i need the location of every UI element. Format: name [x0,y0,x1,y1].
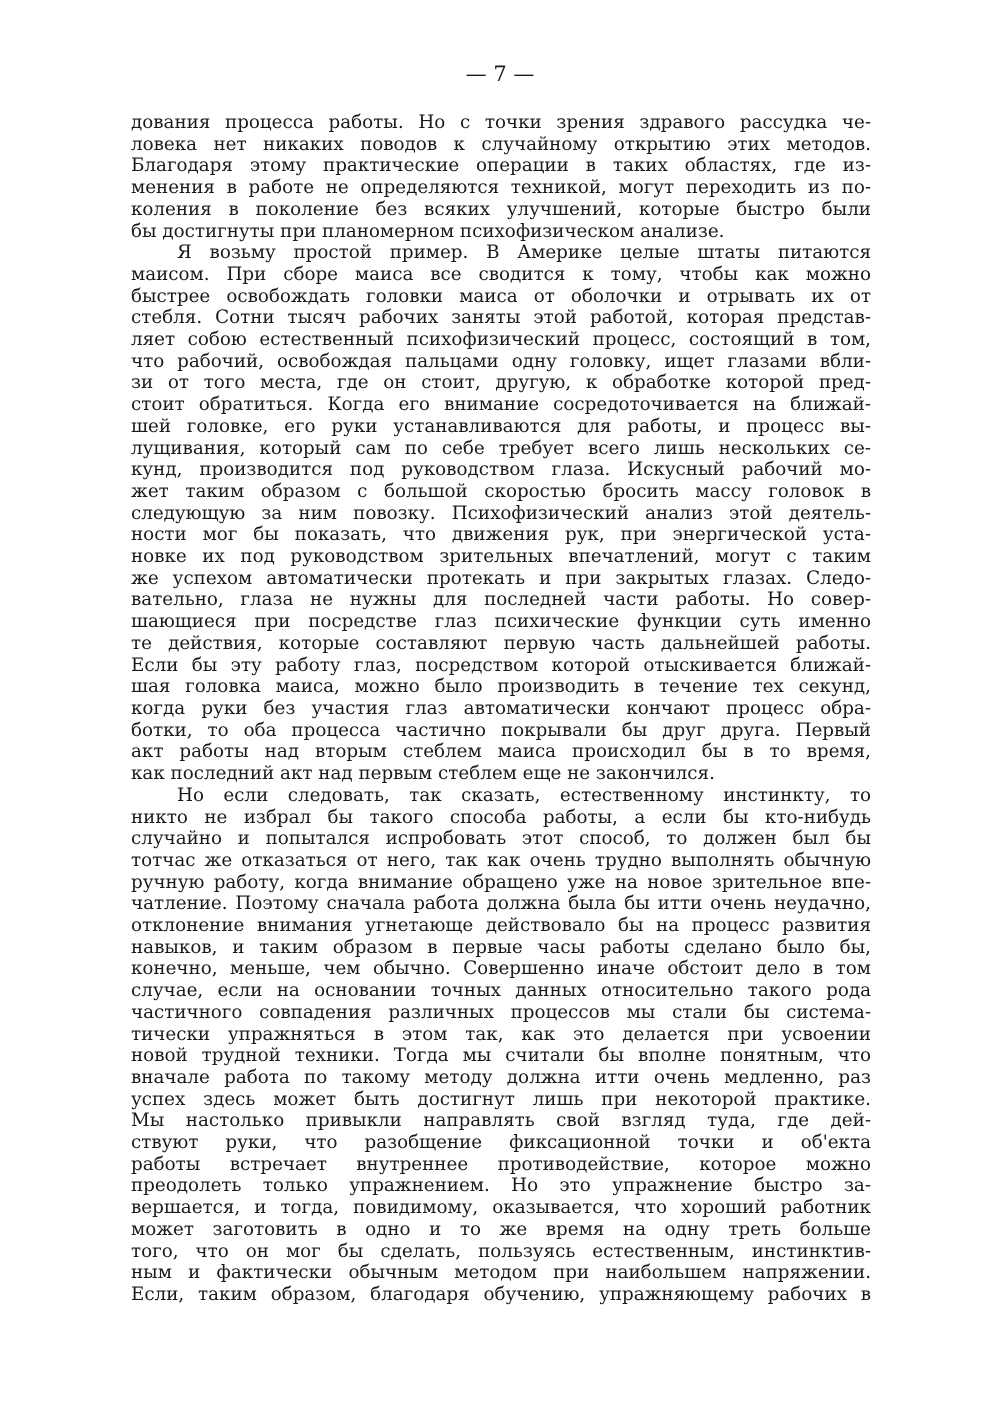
text-line: ботки, то оба процесса частично покрывали бы друг друга. Первый [131,719,871,741]
text-line: того, что он мог бы сделать, пользуясь естественным, инстинктив- [131,1240,871,1262]
text-line: тически упражняться в этом так, как это делается при усвоении [131,1023,871,1045]
text-line: ловека нет никаких поводов к случайному открытию этих методов. [131,133,871,155]
text-line: стоит обратиться. Когда его внимание сосредоточивается на ближай- [131,394,871,416]
text-line: частичного совпадения различных процессов мы стали бы система- [131,1001,871,1023]
text-line: Если, таким образом, благодаря обучению, упражняющему рабочих в [131,1283,871,1305]
text-line: стебля. Сотни тысяч рабочих заняты этой работой, которая представ- [131,307,871,329]
text-line: шей головке, его руки устанавливаются для работы, и процесс вы- [131,415,871,437]
text-line: преодолеть только упражнением. Но это упражнение быстро за- [131,1175,871,1197]
text-line: кунд, производится под руководством глаза. Искусный рабочий мо- [131,459,871,481]
text-line: те действия, которые составляют первую часть дальнейшей работы. [131,632,871,654]
text-line: Благодаря этому практические операции в таких областях, где из- [131,155,871,177]
text-line: тотчас же отказаться от него, так как очень трудно выполнять обычную [131,849,871,871]
text-line: навыков, и таким образом в первые часы работы сделано было бы, [131,936,871,958]
text-line: ности мог бы показать, что движения рук, при энергической уста- [131,524,871,546]
text-line: конечно, меньше, чем обычно. Совершенно иначе обстоит дело в том [131,958,871,980]
text-line: зи от того места, где он стоит, другую, к обработке которой пред- [131,372,871,394]
text-line: Но если следовать, так сказать, естественному инстинкту, то [177,784,871,806]
text-line: следующую за ним повозку. Психофизический анализ этой деятель- [131,502,871,524]
text-line: жет таким образом с большой скоростью бросить массу головок в [131,480,871,502]
text-line: может заготовить в одно и то же время на одну треть больше [131,1218,871,1240]
text-line: вначале работа по такому методу должна итти очень медленно, раз [131,1066,871,1088]
text-line: акт работы над вторым стеблем маиса происходил бы в то время, [131,741,871,763]
text-line: Если бы эту работу глаз, посредством которой отыскивается ближай- [131,654,871,676]
text-line: ствуют руки, что разобщение фиксационной точки и об'екта [131,1132,871,1154]
text-line: коления в поколение без всяких улучшений, которые быстро были [131,198,871,220]
text-line: Я возьму простой пример. В Америке целые штаты питаются [177,242,871,264]
text-line: шающиеся при посредстве глаз психические функции суть именно [131,611,871,633]
text-line: ручную работу, когда внимание обращено уже на новое зрительное впе- [131,871,871,893]
text-line: бы достигнуты при планомерном психофизическом анализе. [131,220,725,242]
text-line: шая головка маиса, можно было производить в течение тех секунд, [131,676,871,698]
paragraph-2 [131,242,871,785]
text-line: чатление. Поэтому сначала работа должна была бы итти очень неудачно, [131,893,871,915]
paragraph-3 [131,785,871,1306]
text-line: новой трудной техники. Тогда мы считали бы вполне понятным, что [131,1045,871,1067]
text-line: случае, если на основании точных данных относительно такого рода [131,980,871,1002]
text-line: Мы настолько привыкли направлять свой взгляд туда, где дей- [131,1110,871,1132]
text-line: маисом. При сборе маиса все сводится к тому, чтобы как можно [131,263,871,285]
text-line: никто не избрал бы такого способа работы, а если бы кто-нибудь [131,806,871,828]
page-number: — 7 — [465,62,535,86]
text-line: ляет собою естественный психофизический процесс, состоящий в том, [131,329,871,351]
text-line: отклонение внимания угнетающе действовало бы на процесс развития [131,915,871,937]
text-line: случайно и попытался испробовать этот способ, то должен был бы [131,828,871,850]
text-line: вательно, глаза не нужны для последней части работы. Но совер- [131,589,871,611]
text-line: дования процесса работы. Но с точки зрения здравого рассудка че- [131,112,871,133]
text-line: вершается, и тогда, повидимому, оказывается, что хороший работник [131,1197,871,1219]
text-line: новке их под руководством зрительных впечатлений, могут с таким [131,546,871,568]
text-line: быстрее освобождать головки маиса от оболочки и отрывать их от [131,285,871,307]
text-line: когда руки без участия глаз автоматически кончают процесс обра- [131,697,871,719]
text-line: успех здесь может быть достигнут лишь при некоторой практике. [131,1088,871,1110]
text-line: как последний акт над первым стеблем еще не закончился. [131,763,715,785]
text-line: что рабочий, освобождая пальцами одну головку, ищет глазами вбли- [131,350,871,372]
paragraph-1 [131,112,871,242]
text-line: ным и фактически обычным методом при наибольшем напряжении. [131,1262,871,1284]
text-line: работы встречает внутреннее противодействие, которое можно [131,1153,871,1175]
text-line: же успехом автоматически протекать и при закрытых глазах. Следо- [131,567,871,589]
text-line: лущивания, который сам по себе требует всего лишь нескольких се- [131,437,871,459]
text-line: менения в работе не определяются техникой, могут переходить из по- [131,177,871,199]
body-text [131,112,871,1306]
